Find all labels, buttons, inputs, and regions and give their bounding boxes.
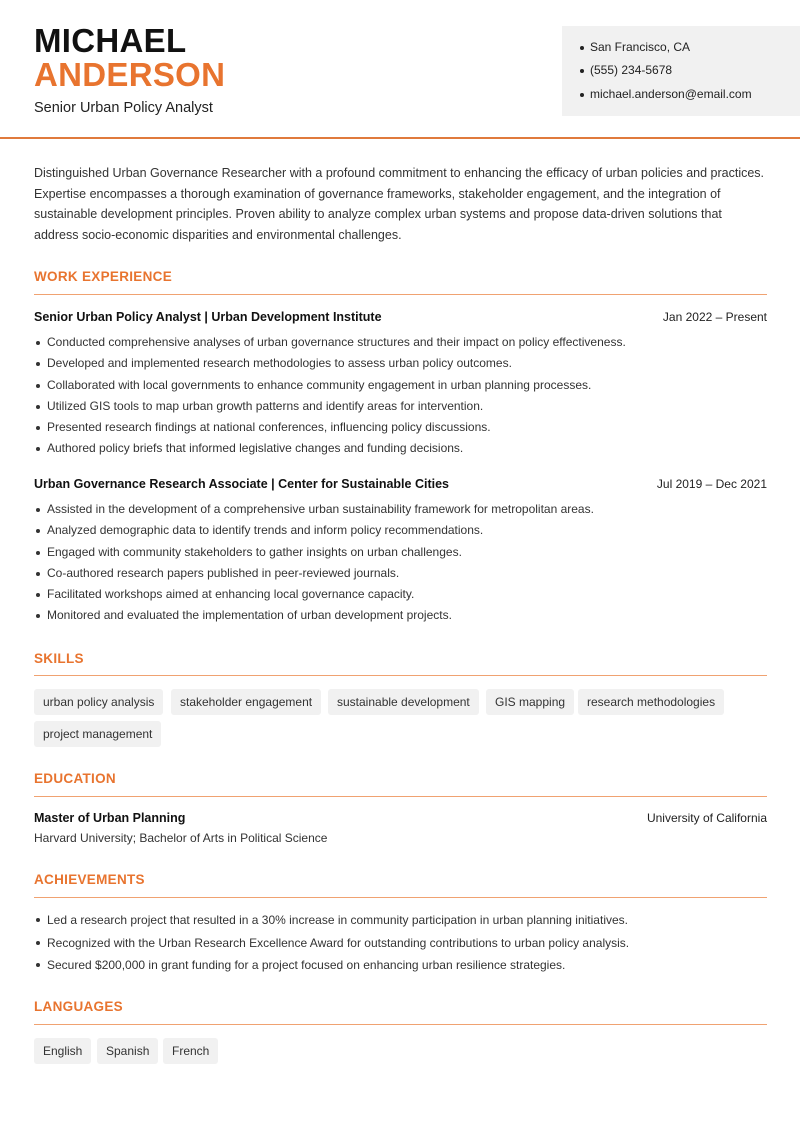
bullet-text: Conducted comprehensive analyses of urban governance structures and their impact on policy effectiveness.: [47, 335, 626, 349]
section-title-languages: LANGUAGES: [34, 999, 123, 1014]
bullet-icon: [36, 341, 40, 345]
list-item: [34, 396, 774, 417]
bullet-text: Developed and implemented research methodologies to assess urban policy outcomes.: [47, 356, 512, 371]
list-item: [34, 332, 774, 353]
section-title-work: WORK EXPERIENCE: [34, 269, 173, 284]
summary-paragraph: Distinguished Urban Governance Researcher with a profound commitment to enhancing the efficacy of urban policies and practices. Expertise encompasses a thorough examination of governance frameworks, stakeholder engagement, and the integration of sustainable development principles. Proven ability to analyze complex urban systems and propose data-driven solutions that address socio-economic disparities and environmental challenges.: [34, 166, 765, 243]
section-title-education: EDUCATION: [34, 771, 116, 786]
list-item: [34, 542, 774, 563]
job-title: Senior Urban Policy Analyst: [34, 100, 213, 116]
job-title-2: Urban Governance Research Associate | Center for Sustainable Cities: [34, 477, 449, 491]
location-text: San Francisco, CA: [590, 40, 691, 54]
section-divider: [34, 897, 767, 898]
bullet-icon: [580, 93, 584, 97]
contact-location: [580, 40, 690, 54]
skill-tag: research methodologies: [578, 689, 724, 715]
bullet-icon: [36, 593, 40, 597]
bullet-text: Authored policy briefs that informed legislative changes and funding decisions.: [47, 441, 464, 456]
list-item: [34, 563, 774, 584]
bullet-text: Analyzed demographic data to identify trends and inform policy recommendations.: [47, 523, 484, 538]
list-item: [34, 954, 774, 977]
education-school: University of California: [646, 811, 767, 825]
first-name: MICHAEL: [34, 22, 187, 59]
contact-box: [562, 26, 800, 116]
job-bullets-1: [34, 332, 774, 460]
education-degree: Master of Urban Planning: [34, 811, 186, 825]
bullet-icon: [36, 529, 40, 533]
list-item: [34, 909, 774, 932]
bullet-icon: [36, 426, 40, 430]
skill-tag: project management: [34, 721, 161, 747]
resume-header: [0, 0, 800, 139]
job-title-1: Senior Urban Policy Analyst | Urban Development Institute: [34, 310, 382, 324]
achievement-bullets: [34, 909, 774, 977]
list-item: [34, 584, 774, 605]
section-divider: [34, 294, 767, 295]
bullet-text: Assisted in the development of a comprehensive urban sustainability framework for metropolitan areas.: [47, 502, 594, 516]
bullet-text: Led a research project that resulted in a 30% increase in community participation in urban planning initiatives.: [47, 913, 628, 927]
bullet-icon: [36, 405, 40, 409]
language-tag: English: [34, 1038, 91, 1064]
skill-tag: urban policy analysis: [34, 689, 163, 715]
section-divider: [34, 675, 767, 676]
bullet-icon: [580, 46, 584, 50]
skill-tag: stakeholder engagement: [171, 689, 321, 715]
bullet-text: Co-authored research papers published in peer-reviewed journals.: [47, 565, 400, 580]
list-item: [34, 932, 774, 955]
skill-tag: sustainable development: [328, 689, 479, 715]
bullet-text: Collaborated with local governments to enhance community engagement in urban planning processes.: [47, 377, 592, 392]
bullet-text: Recognized with the Urban Research Excellence Award for outstanding contributions to urban policy analysis.: [47, 935, 630, 950]
contact-email: [580, 87, 752, 101]
list-item: [34, 353, 774, 374]
skill-tag: GIS mapping: [486, 689, 574, 715]
bullet-text: Presented research findings at national conferences, influencing policy discussions.: [47, 420, 491, 435]
section-title-skills: SKILLS: [34, 651, 84, 666]
bullet-icon: [36, 362, 40, 366]
bullet-icon: [36, 963, 40, 967]
bullet-icon: [36, 551, 40, 555]
list-item: [34, 438, 774, 459]
list-item: [34, 417, 774, 438]
language-tag: French: [163, 1038, 218, 1064]
bullet-icon: [36, 384, 40, 388]
section-title-achievements: ACHIEVEMENTS: [34, 872, 145, 887]
list-item: [34, 499, 774, 520]
bullet-icon: [36, 941, 40, 945]
contact-phone: [580, 63, 672, 77]
bullet-icon: [36, 918, 40, 922]
bullet-text: Facilitated workshops aimed at enhancing local governance capacity.: [47, 587, 415, 602]
job-dates-1: Jan 2022 – Present: [662, 310, 767, 324]
education-detail: Harvard University; Bachelor of Arts in Political Science: [34, 831, 328, 845]
bullet-icon: [580, 69, 584, 73]
section-divider: [34, 796, 767, 797]
bullet-icon: [36, 447, 40, 451]
bullet-icon: [36, 614, 40, 618]
bullet-text: Monitored and evaluated the implementation of urban development projects.: [47, 608, 452, 623]
language-tag: Spanish: [97, 1038, 158, 1064]
bullet-icon: [36, 508, 40, 512]
bullet-text: Utilized GIS tools to map urban growth patterns and identify areas for intervention.: [47, 398, 484, 413]
list-item: [34, 520, 774, 541]
job-bullets-2: [34, 499, 774, 627]
list-item: [34, 605, 774, 626]
section-divider: [34, 1024, 767, 1025]
bullet-text: Engaged with community stakeholders to gather insights on urban challenges.: [47, 544, 462, 559]
list-item: [34, 375, 774, 396]
bullet-text: Secured $200,000 in grant funding for a project focused on enhancing urban resilience strategies.: [47, 958, 566, 972]
email-text: michael.anderson@email.com: [590, 87, 752, 101]
bullet-icon: [36, 572, 40, 576]
last-name: ANDERSON: [34, 56, 226, 93]
phone-text: (555) 234-5678: [590, 63, 673, 77]
job-dates-2: Jul 2019 – Dec 2021: [656, 477, 767, 491]
